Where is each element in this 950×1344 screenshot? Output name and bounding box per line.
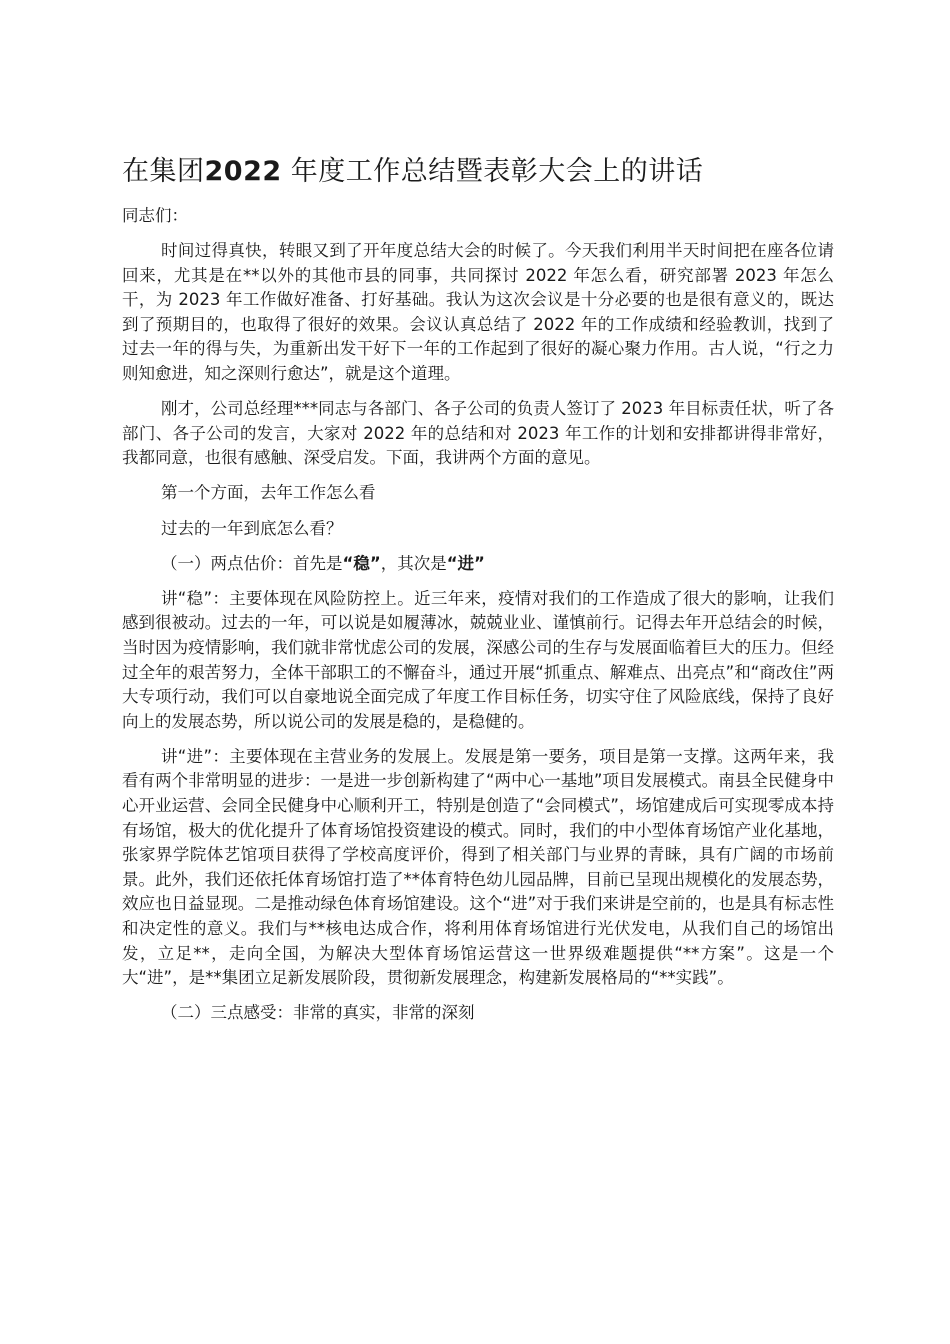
section-1-question: 过去的一年到底怎么看？ [161, 518, 343, 538]
subsection-1-heading-prefix: （一）两点估价：首先是 [161, 553, 343, 573]
document-title [122, 150, 834, 194]
salutation: 同志们： [122, 206, 188, 225]
section-1-heading: 第一个方面，去年工作怎么看 [161, 483, 376, 503]
title-prefix: 在集团 [122, 156, 205, 187]
document-page [122, 150, 834, 1036]
paragraph-progress: 讲“进”：主要体现在主营业务的发展上。发展是第一要务，项目是第一支撑。这两年来，我看有两个非常明显的进步：一是进一步创新构建了“两中心一基地”项目发展模式。南县全民健身中心开业运营、会同全民健身中心顺利开工，特别是创造了“会同模式”，场馆建成后可实现零成本持有场馆，极大的优化提升了体育场馆投资建设的模式。同时，我们的中小型体育场馆产业化基地，张家界学院体艺馆项目获得了学校高度评价，得到了相关部门与业界的青睐，具有广阔的市场前景。此外，我们还依托体育场馆打造了**体育特色幼儿园品牌，目前已呈现出规模化的发展态势，效应也日益显现。二是推动绿色体育场馆建设。这个“进”对于我们来讲是空前的，也是具有标志性和决定性的意义。我们与**核电达成合作，将利用体育场馆进行光伏发电，从我们自己的场馆出发，立足**，走向全国，为解决大型体育场馆运营这一世界级难题提供“**方案”。这是一个大“进”，是**集团立足新发展阶段，贯彻新发展理念，构建新发展格局的“**实践”。 [122, 746, 834, 988]
subsection-1-keyword-progress: “进” [446, 553, 485, 573]
title-suffix: 年度工作总结暨表彰大会上的讲话 [290, 156, 704, 187]
paragraph-intro: 时间过得真快，转眼又到了开年度总结大会的时候了。今天我们利用半天时间把在座各位请回来，尤其是在**以外的其他市县的同事，共同探讨 2022 年怎么看，研究部署 2023 年怎么干，为 2023 年工作做好准备、打好基础。我认为这次会议是十分必要的也是很有意义的，既达到了预期目的，也取得了很好的效果。会议认真总结了 2022 年的工作成绩和经验教训，找到了过去一年的得与失，为重新出发干好下一年的工作起到了很好的凝心聚力作用。古人说，“行之力则知愈进，知之深则行愈达”，就是这个道理。 [122, 241, 834, 384]
paragraph-agenda: 刚才，公司总经理***同志与各部门、各子公司的负责人签订了 2023 年目标责任状，听了各部门、各子公司的发言，大家对 2022 年的总结和对 2023 年工作的计划和安排都讲得非常好，我都同意，也很有感触、深受启发。下面，我讲两个方面的意见。 [122, 399, 834, 468]
subsection-1-keyword-stable: “稳” [342, 553, 381, 573]
subsection-2-heading: （二）三点感受：非常的真实，非常的深刻 [161, 1003, 475, 1023]
paragraph-stability: 讲“稳”：主要体现在风险防控上。近三年来，疫情对我们的工作造成了很大的影响，让我们感到很被动。过去的一年，可以说是如履薄冰，兢兢业业、谨慎前行。记得去年开总结会的时候，当时因为疫情影响，我们就非常忧虑公司的发展，深感公司的生存与发展面临着巨大的压力。但经过全年的艰苦努力，全体干部职工的不懈奋斗，通过开展“抓重点、解难点、出亮点”和“商改住”两大专项行动，我们可以自豪地说全面完成了年度工作目标任务，切实守住了风险底线，保持了良好向上的发展态势，所以说公司的发展是稳的，是稳健的。 [122, 588, 834, 731]
subsection-1-heading-middle: ，其次是 [380, 553, 447, 573]
subsection-1-heading [122, 552, 834, 577]
title-year: 2022 [204, 156, 282, 187]
